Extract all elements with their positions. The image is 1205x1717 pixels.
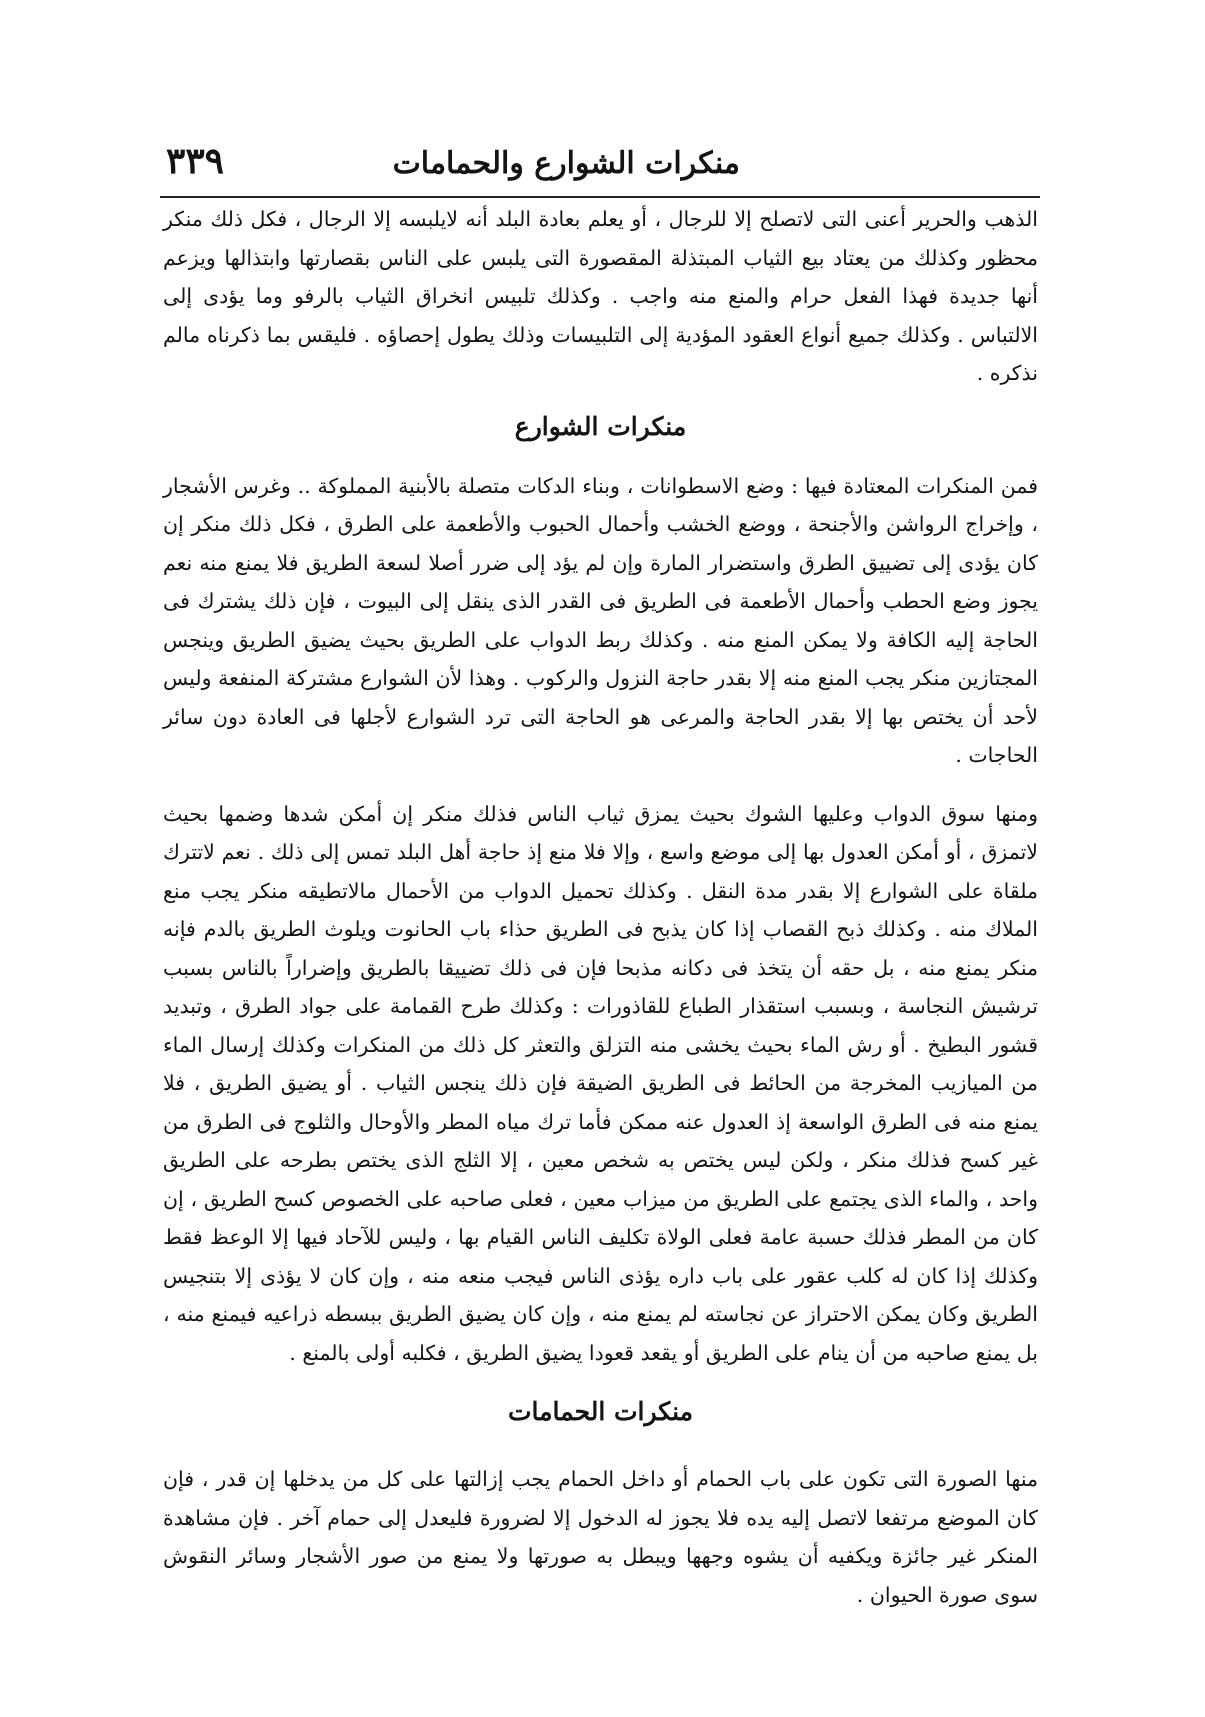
page-body bbox=[163, 196, 1038, 1614]
running-title: منكرات الشوارع والحمامات bbox=[392, 146, 740, 181]
intro-paragraph: الذهب والحرير أعنى التى لاتصلح إلا للرجال ، أو يعلم بعادة البلد أنه لايلبسه إلا الرجال ، فكل ذلك منكر محظور وكذلك من يعتاد بيع الثياب المبتذلة المقصورة التى يلبس على الناس بقصارتها وابتذالها ويزعم أنها جديدة فهذا الفعل حرام والمنع منه واجب . وكذلك تلبيس انخراق الثياب بالرفو وما يؤدى إلى الالتباس . وكذلك جميع أنواع العقود المؤدية إلى التلبيسات وذلك يطول إحصاؤه . فليقس بما ذكرناه مالم نذكره . bbox=[163, 207, 1038, 385]
baths-paragraph-1: منها الصورة التى تكون على باب الحمام أو داخل الحمام يجب إزالتها على كل من يدخلها إن قدر ، فإن كان الموضع مرتفعا لاتصل إليه يده فلا يجوز له الدخول إلا لضرورة فليعدل إلى حمام آخر . فإن مشاهدة المنكر غير جائزة ويكفيه أن يشوه وجهها ويبطل به صورتها ولا يمنع من صور الأشجار وسائر النقوش سوى صورة الحيوان . bbox=[163, 1467, 1038, 1607]
section-heading-baths: منكرات الحمامات bbox=[507, 1397, 694, 1426]
page-number: ٣٣٩ bbox=[166, 140, 225, 182]
running-header bbox=[160, 140, 1040, 196]
streets-paragraph-1: فمن المنكرات المعتادة فيها : وضع الاسطوانات ، وبناء الدكات متصلة بالأبنية المملوكة .. وغرس الأشجار ، وإخراج الرواشن والأجنحة ، ووضع الخشب وأحمال الحبوب والأطعمة على الطرق ، فكل ذلك منكر إن كان يؤدى إلى تضييق الطرق واستضرار المارة وإن لم يؤد إلى ضرر أصلا لسعة الطريق فلا يمنع منه نعم يجوز وضع الحطب وأحمال الأطعمة فى الطريق فى القدر الذى ينقل إلى البيوت ، فإن ذلك يشترك فى الحاجة إليه الكافة ولا يمكن المنع منه . وكذلك ربط الدواب على الطريق بحيث يضيق الطريق وينجس المجتازين منكر يجب المنع منه إلا بقدر حاجة النزول والركوب . وهذا لأن الشوارع مشتركة المنفعة وليس لأحد أن يختص بها إلا بقدر الحاجة والمرعى هو الحاجة التى ترد الشوارع لأجلها فى العادة دون سائر الحاجات . bbox=[163, 473, 1038, 767]
streets-paragraph-2: ومنها سوق الدواب وعليها الشوك بحيث يمزق ثياب الناس فذلك منكر إن أمكن شدها وضمها بحيث لاتمزق ، أو أمكن العدول بها إلى موضع واسع ، وإلا فلا منع إذ حاجة أهل البلد تمس إلى ذلك . نعم لاتترك ملقاة على الشوارع إلا بقدر مدة النقل . وكذلك تحميل الدواب من الأحمال مالاتطيقه منكر يجب منع الملاك منه . وكذلك ذبح القصاب إذا كان يذبح فى الطريق حذاء باب الحانوت ويلوث الطريق بالدم فإنه منكر يمنع منه ، بل حقه أن يتخذ فى دكانه مذبحا فإن فى ذلك تضييقا بالطريق وإضراراً بالناس بسبب ترشيش النجاسة ، وبسبب استقذار الطباع للقاذورات : وكذلك طرح القمامة على جواد الطرق ، وتبديد قشور البطيخ . أو رش الماء بحيث يخشى منه التزلق والتعثر كل ذلك من المنكرات وكذلك إرسال الماء من الميازيب المخرجة من الحائط فى الطريق الضيقة فإن ذلك ينجس الثياب . أو يضيق الطريق ، فلا يمنع منه فى الطرق الواسعة إذ العدول عنه ممكن فأما ترك مياه المطر والأوحال والثلوج فى الطرق من غير كسح فذلك منكر ، ولكن ليس يختص به شخص معين ، إلا الثلج الذى يختص بطرحه على الطريق واحد ، والماء الذى يجتمع على الطريق من ميزاب معين ، فعلى صاحبه على الخصوص كسح الطريق ، إن كان من المطر فذلك حسبة عامة فعلى الولاة تكليف الناس القيام بها ، وليس للآحاد فيها إلا الوعظ فقط وكذلك إذا كان له كلب عقور على باب داره يؤذى الناس فيجب منعه منه ، وإن كان لا يؤذى إلا بتنجيس الطريق وكان يمكن الاحتراز عن نجاسته لم يمنع منه ، وإن كان يضيق الطريق ببسطه ذراعيه فيمنع منه ، بل يمنع صاحبه من أن ينام على الطريق أو يقعد قعودا يضيق الطريق ، فكلبه أولى بالمنع . bbox=[163, 801, 1038, 1365]
section-heading-streets: منكرات الشوارع bbox=[514, 411, 687, 441]
